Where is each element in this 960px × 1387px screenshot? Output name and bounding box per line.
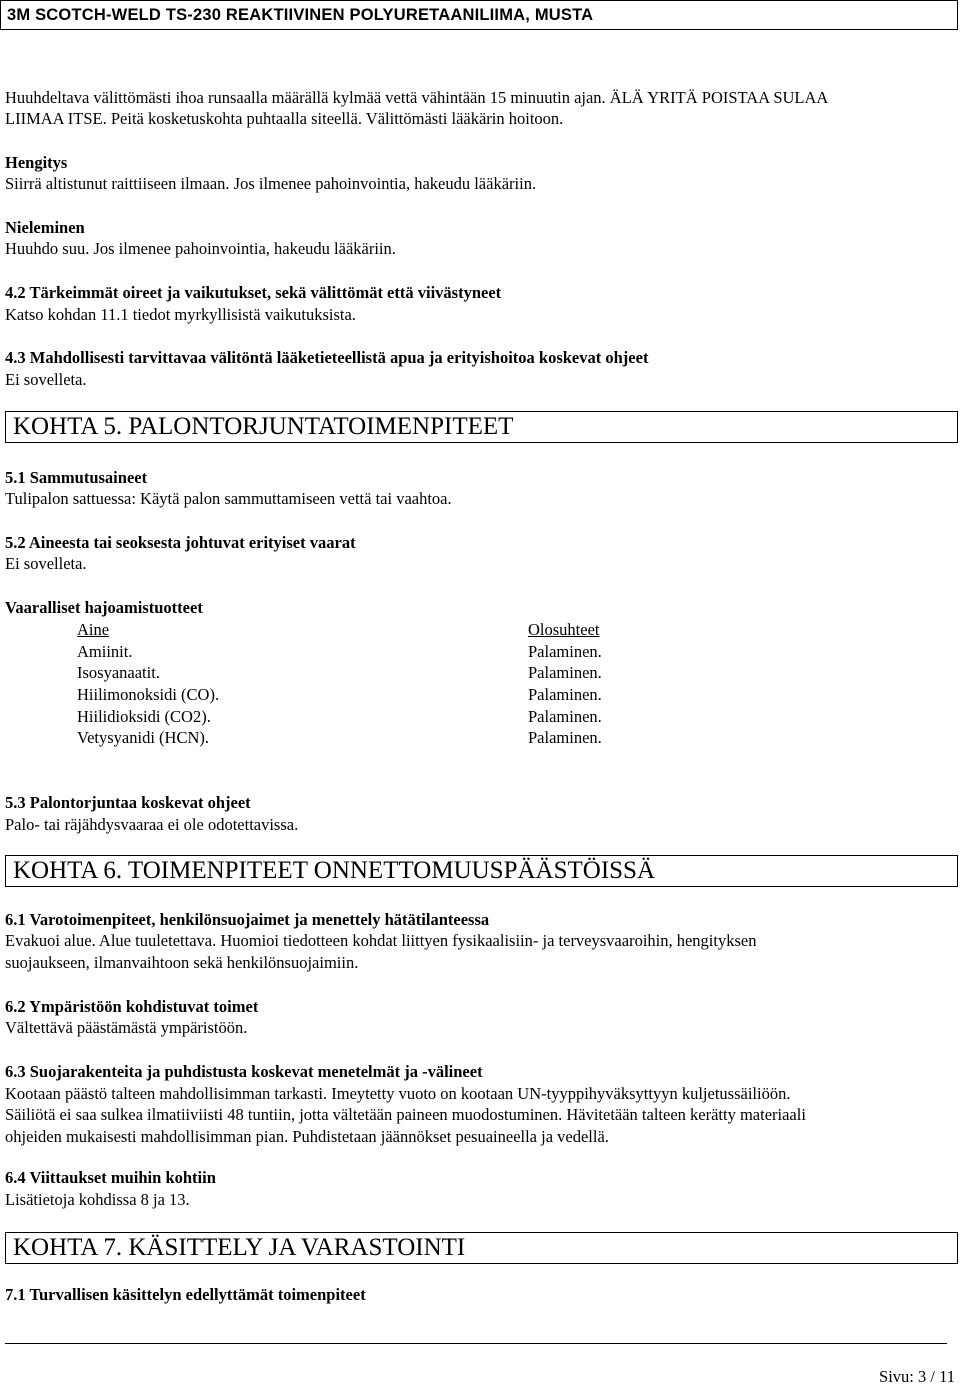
table-cell-condition: Palaminen.	[528, 728, 602, 747]
section-5-2-heading: 5.2 Aineesta tai seoksesta johtuvat erityiset vaarat	[5, 533, 356, 552]
table-cell-substance: Isosyanaatit.	[77, 663, 160, 682]
section-7-title: KOHTA 7. KÄSITTELY JA VARASTOINTI	[5, 1232, 958, 1264]
section-6-1-text-line1: Evakuoi alue. Alue tuuletettava. Huomioi tiedotteen kohdat liittyen fysikaalisiin- ja terveysvaaroihin, hengityksen	[5, 931, 757, 950]
section-4-3-heading: 4.3 Mahdollisesti tarvittavaa välitöntä lääketieteellistä apua ja erityishoitoa koskevat ohjeet	[5, 348, 649, 367]
table-cell-condition: Palaminen.	[528, 685, 602, 704]
table-cell-substance: Hiilimonoksidi (CO).	[77, 685, 220, 704]
table-cell-substance: Vetysyanidi (HCN).	[77, 728, 209, 747]
table-cell-condition: Palaminen.	[528, 642, 602, 661]
section-6-3-text-line1: Kootaan päästö talteen mahdollisimman tarkasti. Imeytetty vuoto on kootaan UN-tyyppihyväksyttyyn kuljetussäiliöön.	[5, 1084, 791, 1103]
section-4-2-text: Katso kohdan 11.1 tiedot myrkyllisistä vaikutuksista.	[5, 305, 356, 324]
section-5-title: KOHTA 5. PALONTORJUNTATOIMENPITEET	[5, 411, 958, 443]
skin-text-line1: Huuhdeltava välittömästi ihoa runsaalla määrällä kylmää vettä vähintään 15 minuutin ajan. ÄLÄ YRITÄ POISTAA SULAA	[5, 88, 829, 107]
section-6-1-heading: 6.1 Varotoimenpiteet, henkilönsuojaimet ja menettely hätätilanteessa	[5, 910, 490, 929]
footer-divider	[5, 1343, 947, 1344]
document-title: 3M SCOTCH-WELD TS-230 REAKTIIVINEN POLYURETAANILIIMA, MUSTA	[7, 5, 594, 24]
section-5-2-text: Ei sovelleta.	[5, 554, 87, 573]
section-6-3-heading: 6.3 Suojarakenteita ja puhdistusta koskevat menetelmät ja -välineet	[5, 1062, 483, 1081]
column-header-conditions: Olosuhteet	[528, 620, 600, 639]
inhalation-text: Siirrä altistunut raittiiseen ilmaan. Jos ilmenee pahoinvointia, hakeudu lääkäriin.	[5, 174, 537, 193]
table-cell-condition: Palaminen.	[528, 707, 602, 726]
section-6-2-heading: 6.2 Ympäristöön kohdistuvat toimet	[5, 997, 259, 1016]
document-header	[0, 0, 958, 30]
section-4-2-heading: 4.2 Tärkeimmät oireet ja vaikutukset, sekä välittömät että viivästyneet	[5, 283, 502, 302]
section-6-4-text: Lisätietoja kohdissa 8 ja 13.	[5, 1190, 190, 1209]
section-5-1-text: Tulipalon sattuessa: Käytä palon sammuttamiseen vettä tai vaahtoa.	[5, 489, 452, 508]
table-cell-condition: Palaminen.	[528, 663, 602, 682]
skin-text-line2: LIIMAA ITSE. Peitä kosketuskohta puhtaalla siteellä. Välittömästi lääkärin hoitoon.	[5, 109, 564, 128]
table-cell-substance: Hiilidioksidi (CO2).	[77, 707, 211, 726]
section-5-3-heading: 5.3 Palontorjuntaa koskevat ohjeet	[5, 793, 251, 812]
section-6-2-text: Vältettävä päästämästä ympäristöön.	[5, 1018, 248, 1037]
section-6-4-heading: 6.4 Viittaukset muihin kohtiin	[5, 1168, 216, 1187]
section-5-3-text: Palo- tai räjähdysvaaraa ei ole odotettavissa.	[5, 815, 299, 834]
inhalation-heading: Hengitys	[5, 153, 68, 172]
section-4-3-text: Ei sovelleta.	[5, 370, 87, 389]
section-6-1-text-line2: suojaukseen, ilmanvaihtoon sekä henkilönsuojaimiin.	[5, 953, 359, 972]
decomposition-heading: Vaaralliset hajoamistuotteet	[5, 598, 203, 617]
section-6-title: KOHTA 6. TOIMENPITEET ONNETTOMUUSPÄÄSTÖISSÄ	[5, 855, 958, 887]
section-6-3-text-line2: Säiliötä ei saa sulkea ilmatiiviisti 48 tuntiin, jotta vältetään paineen muodostuminen. Hävitetään talteen kerätty materiaali	[5, 1105, 806, 1124]
section-5-1-heading: 5.1 Sammutusaineet	[5, 468, 148, 487]
section-7-1-heading: 7.1 Turvallisen käsittelyn edellyttämät toimenpiteet	[5, 1285, 366, 1304]
table-cell-substance: Amiinit.	[77, 642, 133, 661]
page-number: Sivu: 3 / 11	[879, 1367, 955, 1386]
ingestion-text: Huuhdo suu. Jos ilmenee pahoinvointia, hakeudu lääkäriin.	[5, 239, 396, 258]
section-6-3-text-line3: ohjeiden mukaisesti mahdollisimman pian. Puhdistetaan jäännökset pesuaineella ja vedellä.	[5, 1127, 609, 1146]
column-header-substance: Aine	[77, 620, 110, 639]
ingestion-heading: Nieleminen	[5, 218, 85, 237]
